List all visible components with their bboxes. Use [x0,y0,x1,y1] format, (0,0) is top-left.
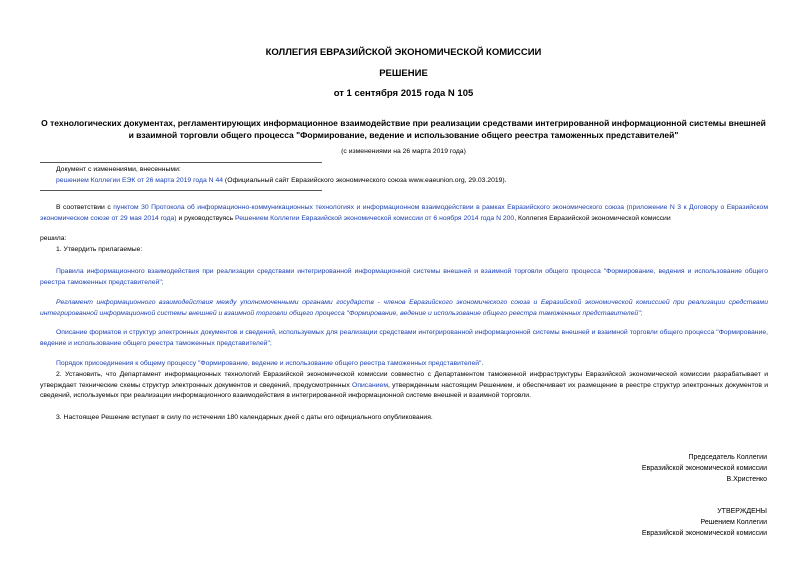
item-1c-formats-link[interactable]: Описание форматов и структур электронных документов и сведений, используемых для реализации средствами интегрированной информационной системы внешней и взаимной торговли общего процесса "Формирование, ведение и использование общего реестра таможенных представителей"; [40,329,768,347]
doc-type: РЕШЕНИЕ [379,68,428,79]
preamble-text-a: В соответствии с [56,204,114,211]
item-1: 1. Утвердить прилагаемые: [56,246,143,253]
signature-block [567,452,767,485]
doc-date-number: от 1 сентября 2015 года N 105 [333,88,474,99]
approved-block [567,506,767,539]
doc-subject: О технологических документах, регламентирующих информационное взаимодействие при реализации средствами интегрированной информационной системы внешней и взаимной торговли общего процесса "Формирование, ведение и использование общего реестра таможенных представителей" [41,118,766,140]
note-line-1: Документ с изменениями, внесенными: [56,166,181,173]
preamble-text-c: , Коллегия Евразийской экономической комиссии [514,214,671,222]
approved-title: УТВЕРЖДЕНЫ [717,508,767,515]
signature-name: В.Христенко [726,476,767,483]
approved-by: Решением Коллегии [700,519,767,526]
description-link[interactable]: Описанием [352,381,388,389]
org-title: КОЛЛЕГИЯ ЕВРАЗИЙСКОЙ ЭКОНОМИЧЕСКОЙ КОМИССИИ [265,47,542,58]
item-1a-rules-link[interactable]: Правила информационного взаимодействия при реализации средствами интегрированной информационной системы внешней и взаимной торговли общего процесса "Формирование, ведения и использование общего реестра таможенных представителей"; [40,268,768,286]
changes-note: (с изменениями на 26 марта 2019 года) [341,148,466,155]
note-line-2 [56,176,507,186]
preamble-text-b: и руководствуясь [176,214,236,222]
item-3: 3. Настоящее Решение вступает в силу по истечении 180 календарных дней с даты его официального опубликования. [56,414,433,421]
signature-org: Евразийской экономической комиссии [641,465,767,472]
resolved-label: решила: [40,235,67,242]
signature-title: Председатель Коллегии [688,454,767,461]
amendment-link[interactable]: решением Коллегии ЕЭК от 26 марта 2019 года N 44 [56,177,224,184]
item-2 [40,370,768,402]
note-line-2-rest: (Официальный сайт Евразийского экономического союза www.eaeunion.org, 29.03.2019). [223,177,507,184]
preamble-paragraph [40,203,768,224]
protocol-link[interactable]: пунктом 30 Протокола об информационно-коммуникационных технологиях и информационном взаимодействии в рамках Евразийского экономического союза (приложение N 3 к Договору о Евразийском экономическом союзе от 29 мая 2014 года) [40,204,768,222]
note-rule-top [40,162,322,163]
item-2-text-a: 2. Установить, что Департамент информационных технологий Евразийской экономической комиссии совместно с Департаментом таможенной инфраструктуры Евразийской экономической комиссии разрабатывает и утверждает технические схемы структур электронных документов и сведений, предусмотренных [40,371,768,389]
item-1d-procedure-link[interactable]: Порядок присоединения к общему процессу "Формирование, ведение и использование общего реестра таможенных представителей". [56,360,484,367]
decision-200-link[interactable]: Решением Коллегии Евразийской экономической комиссии от 6 ноября 2014 года N 200 [235,214,515,222]
note-rule-bottom [40,190,322,191]
item-1b-regulation-link[interactable]: Регламент информационного взаимодействия между уполномоченными органами государств - членов Евразийского экономического союза и Евразийской экономической комиссией при реализации средствами интегрированной информационной системы внешней и взаимной торговли общего процесса "Формирование, ведение и использование общего реестра таможенных представителей"; [40,299,768,317]
approved-org: Евразийской экономической комиссии [641,530,767,537]
item-2-text-b: , утвержденным настоящим Решением, и обеспечивает их размещение в реестре структур электронных документов и сведений, используемых при реализации информационного взаимодействия в интегрированной информационной системе внешней и взаимной торговли. [40,381,768,399]
